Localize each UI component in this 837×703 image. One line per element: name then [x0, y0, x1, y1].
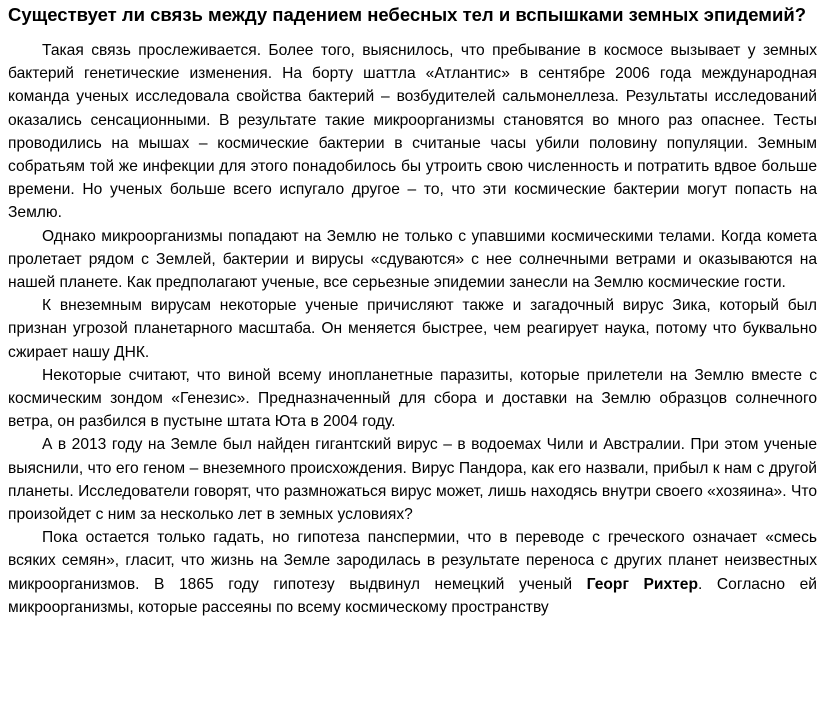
- paragraph-3: К внеземным вирусам некоторые ученые причисляют также и загадочный вирус Зика, который был признан угрозой планетарного масштаба. Он меняется быстрее, чем реагирует наука, потому что буквально сжирает нашу ДНК.: [8, 297, 817, 361]
- paragraph-2: Однако микроорганизмы попадают на Землю не только с упавшими космическими телами. Когда комета пролетает рядом с Землей, бактерии и вирусы «сдуваются» с нее солнечными ветрами и оказываются на нашей планете. Как предполагают ученые, все серьезные эпидемии занесли на Землю космические гости.: [8, 227, 817, 292]
- article-title: Существует ли связь между падением небесных тел и вспышками земных эпидемий?: [8, 4, 807, 25]
- paragraph-6-text-after: . Согласно ей микроорганизмы, которые рассеяны по всему космическому пространству: [8, 575, 818, 616]
- paragraph-5: А в 2013 году на Земле был найден гигантский вирус – в водоемах Чили и Австралии. При этом ученые выяснили, что его геном – внеземного происхождения. Вирус Пандора, как его назвали, прибыл к нам с другой планеты. Исследователи говорят, что размножаться вирус может, лишь находясь внутри своего «хозяина». Что произойдет с ним за несколько лет в земных условиях?: [8, 436, 817, 524]
- paragraph-4: Некоторые считают, что виной всему инопланетные паразиты, которые прилетели на Землю вместе с космическим зондом «Генезис». Предназначенный для сбора и доставки на Землю образцов солнечного ветра, он разбился в пустыне штата Юта в 2004 году.: [8, 366, 817, 431]
- paragraph-1: Такая связь прослеживается. Более того, выяснилось, что пребывание в космосе вызывает у земных бактерий генетические изменения. На борту шаттла «Атлантис» в сентябре 2006 года международная команда ученых исследовала свойства бактерий – возбудителей сальмонеллеза. Результаты исследований оказались сенсационными. В результате такие микроорганизмы становятся во много раз опаснее. Тесты проводились на мышах – космические бактерии в считаные часы убили половину популяции. Земным собратьям той же инфекции для этого понадобилось бы утроить свою численность и потратить вдвое больше времени. Но ученых больше всего испугало другое – то, что эти космические бактерии могут попасть на Землю.: [8, 42, 817, 222]
- scientist-name: Георг Рихтер: [586, 575, 699, 593]
- paragraph-6-text-before: Пока остается только гадать, но гипотеза панспермии, что в переводе с греческого означает «смесь всяких семян», гласит, что жизнь на Земле зародилась в результате переноса с других планет неизвестных микроорганизмов. В 1865 году гипотезу выдвинул немецкий ученый: [8, 529, 817, 593]
- paragraph-6: [8, 526, 817, 619]
